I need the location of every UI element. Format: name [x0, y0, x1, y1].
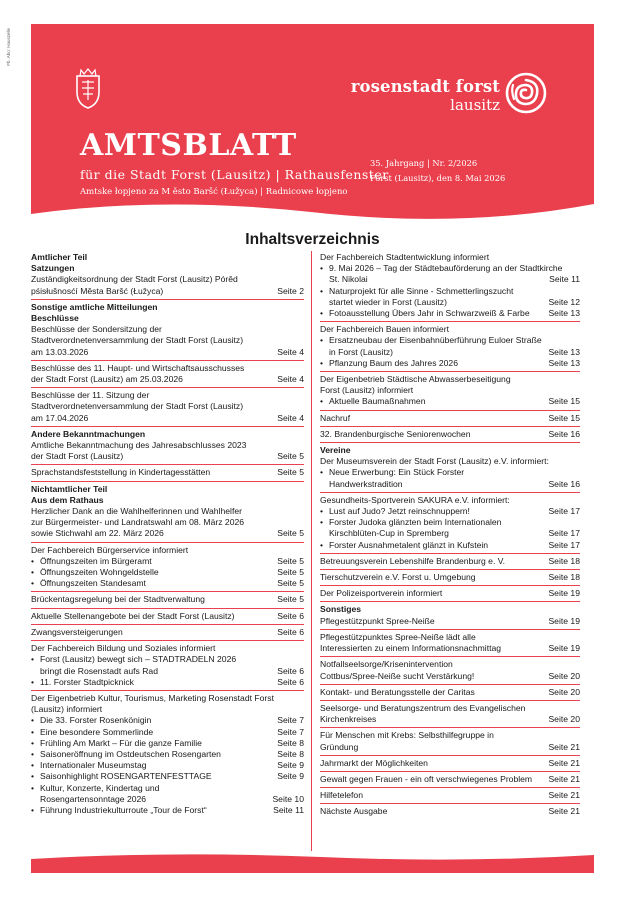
- toc-line: [31, 594, 304, 605]
- toc-bullet-item: [320, 506, 580, 517]
- toc-entry: [320, 251, 580, 322]
- toc-line: [320, 588, 580, 599]
- toc-entry: [320, 657, 580, 684]
- toc-item-text: • Naturprojekt für alle Sinne - Schmetterlingszucht: [329, 285, 514, 296]
- toc-entry: [320, 570, 580, 586]
- toc-bullet-item: [320, 308, 580, 319]
- page-reference: Seite 19: [548, 588, 580, 599]
- page-reference: Seite 12: [548, 296, 580, 307]
- toc-line: [320, 456, 580, 467]
- toc-item-text: zur Bürgermeister- und Landratswahl am 08. März 2026: [31, 517, 245, 528]
- toc-line: [320, 495, 580, 506]
- page-reference: Seite 13: [548, 308, 580, 319]
- toc-line: [31, 611, 304, 622]
- toc-item-text: Beschlüsse des 11. Haupt- und Wirtschaftsausschusses: [31, 362, 245, 373]
- brand-region: lausitz: [450, 96, 500, 114]
- toc-item-text: • 9. Mai 2026 – Tag der Städtebauförderung an der Stadtkirche: [329, 263, 563, 274]
- page-reference: Seite 8: [277, 737, 304, 748]
- page-reference: Seite 6: [277, 610, 304, 621]
- toc-line: [31, 363, 304, 374]
- toc-item-text: • Forst (Lausitz) bewegt sich – STADTRADELN 2026: [40, 654, 237, 665]
- rose-logo-icon: [505, 72, 547, 114]
- toc-bullet-item: [31, 805, 304, 816]
- toc-bullet-item: [320, 540, 580, 551]
- toc-item-text: • Pflanzung Baum des Jahres 2026: [329, 357, 458, 368]
- toc-item-text: Pflegestützpunkt Spree-Neiße: [320, 615, 435, 626]
- toc-item-text: Forst (Lausitz) informiert: [320, 385, 414, 396]
- page-reference: Seite 21: [548, 790, 580, 801]
- toc-line: [320, 758, 580, 769]
- toc-line: [320, 385, 580, 396]
- toc-line: [31, 506, 304, 517]
- toc-item-text: 32. Brandenburgische Seniorenwochen: [320, 428, 471, 439]
- page-reference: Seite 8: [277, 748, 304, 759]
- page-reference: Seite 9: [277, 760, 304, 771]
- toc-item-text: pśisłušnosćí Města Baršć (Łužyca): [31, 285, 164, 296]
- side-note: Fb. Abo: Hauszelle: [6, 28, 11, 66]
- toc-item-text: Brückentagsregelung bei der Stadtverwaltung: [31, 594, 205, 605]
- page-reference: Seite 18: [548, 572, 580, 583]
- toc-item-text: • Die 33. Forster Rosenkönigin: [40, 715, 152, 726]
- toc-entry: [31, 625, 304, 641]
- toc-line: [320, 714, 580, 725]
- page-reference: Seite 21: [548, 757, 580, 768]
- issue-date: Forst (Lausitz), den 8. Mai 2026: [370, 173, 506, 183]
- toc-entry: [320, 493, 580, 554]
- page-reference: Seite 2: [277, 285, 304, 296]
- toc-bullet-item: [320, 263, 580, 274]
- toc-item-text: Beschlüsse: [31, 313, 79, 324]
- toc-line: [31, 286, 304, 297]
- page-reference: Seite 7: [277, 726, 304, 737]
- toc-section-heading: [320, 604, 580, 615]
- page-reference: Seite 6: [277, 665, 304, 676]
- toc-line: [320, 252, 580, 263]
- toc-line: [320, 528, 580, 539]
- toc-item-text: • Öffnungszeiten Wohngeldstelle: [40, 567, 159, 578]
- toc-line: [320, 790, 580, 801]
- page-reference: Seite 15: [548, 396, 580, 407]
- toc-item-text: Sonstiges: [320, 604, 362, 615]
- toc-line: [320, 556, 580, 567]
- page-reference: Seite 18: [548, 555, 580, 566]
- toc-entry: [320, 322, 580, 372]
- toc-line: [320, 429, 580, 440]
- toc-item-text: Kirchenkreises: [320, 714, 377, 725]
- toc-item-text: • Fotoausstellung Übers Jahr in Schwarzweiß & Farbe: [329, 308, 530, 319]
- toc-line: [320, 806, 580, 817]
- toc-line: [31, 374, 304, 385]
- toc-item-text: Andere Bekanntmachungen: [31, 428, 146, 439]
- toc-line: [31, 704, 304, 715]
- toc-line: [31, 528, 304, 539]
- toc-item-text: Nichtamtlicher Teil: [31, 483, 108, 494]
- toc-item-text: Handwerkstradition: [329, 478, 403, 489]
- toc-line: [31, 401, 304, 412]
- toc-item-text: Hilfetelefon: [320, 790, 363, 801]
- page-reference: Seite 11: [549, 274, 580, 285]
- toc-entry: [320, 443, 580, 493]
- toc-item-text: Cottbus/Spree-Neiße sucht Verstärkung!: [320, 670, 475, 681]
- toc-item-text: • Internationaler Museumstag: [40, 760, 147, 771]
- toc-bullet-item: [31, 677, 304, 688]
- toc-line: [31, 627, 304, 638]
- toc-line: [320, 572, 580, 583]
- toc-line: [31, 545, 304, 556]
- page-reference: Seite 20: [548, 714, 580, 725]
- page-reference: Seite 5: [277, 528, 304, 539]
- toc-item-text: Tierschutzverein e.V. Forst u. Umgebung: [320, 572, 476, 583]
- toc-line: [31, 324, 304, 335]
- toc-item-text: bringt die Rosenstadt aufs Rad: [40, 665, 158, 676]
- toc-item-text: • Forster Ausnahmetalent glänzt in Kufstein: [329, 539, 489, 550]
- toc-item-text: Der Polizeisportverein informiert: [320, 588, 443, 599]
- toc-entry: [320, 685, 580, 701]
- toc-entry: [320, 788, 580, 804]
- toc-item-text: Pflegestützpunktes Spree-Neiße lädt alle: [320, 631, 476, 642]
- toc-bullet-item: [31, 654, 304, 665]
- page-reference: Seite 15: [548, 412, 580, 423]
- toc-item-text: • Neue Erwerbung: Ein Stück Forster: [329, 467, 465, 478]
- toc-bullet-item: [31, 567, 304, 578]
- toc-entry: [320, 772, 580, 788]
- toc-item-text: Nächste Ausgabe: [320, 806, 388, 817]
- toc-bullet-item: [320, 396, 580, 407]
- toc-line: [31, 693, 304, 704]
- toc-line: [320, 297, 580, 308]
- toc-item-text: • Saisonhighlight ROSENGARTENFESTTAGE: [40, 771, 212, 782]
- toc-line: [31, 643, 304, 654]
- publication-subtitle: für die Stadt Forst (Lausitz) | Rathausfenster: [80, 167, 389, 182]
- toc-line: [320, 347, 580, 358]
- toc-bullet-item: [320, 286, 580, 297]
- toc-item-text: St. Nikolai: [329, 274, 368, 285]
- toc-item-text: der Stadt Forst (Lausitz): [31, 451, 124, 462]
- toc-item-text: Der Fachbereich Bürgerservice informiert: [31, 544, 189, 555]
- toc-line: [320, 659, 580, 670]
- page-reference: Seite 5: [277, 467, 304, 478]
- page-reference: Seite 7: [277, 715, 304, 726]
- page-reference: Seite 17: [548, 539, 580, 550]
- toc-item-text: Stadtverordnetenversammlung der Stadt Forst (Lausitz): [31, 401, 244, 412]
- page-reference: Seite 5: [277, 567, 304, 578]
- coat-of-arms-icon: [71, 66, 105, 110]
- toc-item-text: Der Eigenbetrieb Städtische Abwasserbeseitigung: [320, 374, 511, 385]
- toc-item-text: Der Eigenbetrieb Kultur, Tourismus, Marketing Rosenstadt Forst: [31, 692, 274, 703]
- toc-line: [31, 413, 304, 424]
- toc-item-text: • 11. Forster Stadtpicknick: [40, 676, 134, 687]
- page-reference: Seite 17: [548, 528, 580, 539]
- toc-bullet-item: [31, 760, 304, 771]
- toc-section-heading: [31, 484, 304, 495]
- toc-item-text: • Ersatzneubau der Eisenbahnüberführung Euloer Straße: [329, 335, 542, 346]
- toc-entry: [31, 251, 304, 300]
- page-reference: Seite 6: [277, 676, 304, 687]
- toc-item-text: am 13.03.2026: [31, 346, 89, 357]
- toc-item-text: Gewalt gegen Frauen - ein oft verschwiegenes Problem: [320, 773, 533, 784]
- toc-entry: [31, 427, 304, 466]
- toc-item-text: Für Menschen mit Krebs: Selbsthilfegruppe in: [320, 730, 494, 741]
- toc-entry: [320, 630, 580, 657]
- toc-item-text: Gesundheits-Sportverein SAKURA e.V. informiert:: [320, 494, 510, 505]
- toc-line: [320, 687, 580, 698]
- toc-item-text: Stadtverordnetenversammlung der Stadt Forst (Lausitz): [31, 335, 244, 346]
- toc-item-text: Aktuelle Stellenangebote bei der Stadt Forst (Lausitz): [31, 610, 235, 621]
- toc-item-text: in Forst (Lausitz): [329, 346, 393, 357]
- toc-column-right: [320, 251, 580, 820]
- toc-item-text: Amtlicher Teil: [31, 252, 88, 262]
- toc-entry: [320, 756, 580, 772]
- publication-title: AMTSBLATT: [80, 128, 297, 163]
- toc-item-text: • Forster Judoka glänzten beim Internationalen: [329, 517, 502, 528]
- toc-bullet-item: [31, 727, 304, 738]
- page-reference: Seite 21: [548, 806, 580, 817]
- toc-entry: [31, 300, 304, 361]
- toc-item-text: Seelsorge- und Beratungszentrum des Evangelischen: [320, 702, 526, 713]
- toc-entry: [320, 372, 580, 411]
- toc-line: [320, 730, 580, 741]
- toc-column-left: [31, 251, 304, 818]
- toc-section-heading: [320, 445, 580, 456]
- page-reference: Seite 11: [273, 804, 304, 815]
- toc-section-heading: [31, 302, 304, 313]
- page-reference: Seite 17: [548, 506, 580, 517]
- toc-item-text: Kirschblüten-Cup in Spremberg: [329, 528, 449, 539]
- toc-line: [320, 742, 580, 753]
- toc-section-heading: [31, 313, 304, 324]
- page-reference: Seite 4: [277, 412, 304, 423]
- toc-bullet-item: [31, 578, 304, 589]
- toc-entry: [320, 728, 580, 755]
- toc-item-text: Nachruf: [320, 412, 351, 423]
- toc-line: [31, 467, 304, 478]
- page-reference: Seite 19: [548, 643, 580, 654]
- toc-line: [31, 347, 304, 358]
- toc-item-text: startet wieder in Forst (Lausitz): [329, 296, 447, 307]
- page-reference: Seite 6: [277, 626, 304, 637]
- toc-item-text: Der Fachbereich Bauen informiert: [320, 324, 449, 335]
- toc-item-text: • Frühling Am Markt – Für die ganze Familie: [40, 737, 202, 748]
- toc-item-text: Zuständigkeitsordnung der Stadt Forst (Lausitz) Pórěd: [31, 274, 238, 285]
- toc-item-text: • Eine besondere Sommerlinde: [40, 726, 154, 737]
- toc-line: [320, 413, 580, 424]
- toc-heading: Inhaltsverzeichnis: [245, 231, 380, 248]
- toc-line: [31, 440, 304, 451]
- toc-item-text: • Saisoneröffnung im Ostdeutschen Rosengarten: [40, 748, 221, 759]
- page-reference: Seite 5: [277, 578, 304, 589]
- toc-section-heading: [31, 263, 304, 274]
- toc-item-text: Beschlüsse der Sondersitzung der: [31, 324, 162, 335]
- toc-line: [320, 643, 580, 654]
- toc-item-text: Amtliche Bekanntmachung des Jahresabschlusses 2023: [31, 440, 247, 451]
- toc-bullet-item: [31, 715, 304, 726]
- toc-item-text: Herzlicher Dank an die Wahlhelferinnen und Wahlhelfer: [31, 506, 242, 517]
- toc-line: [320, 479, 580, 490]
- page-reference: Seite 13: [548, 357, 580, 368]
- issue-info: [370, 156, 505, 186]
- toc-line: [31, 794, 304, 805]
- toc-item-text: Vereine: [320, 445, 351, 456]
- toc-line: [320, 274, 580, 285]
- toc-entry: [31, 641, 304, 691]
- toc-item-text: sowie Stichwahl am 22. März 2026: [31, 528, 164, 539]
- toc-item-text: Sprachstandsfeststellung in Kindertagesstätten: [31, 467, 211, 478]
- toc-item-text: Gründung: [320, 741, 359, 752]
- toc-line: [320, 703, 580, 714]
- toc-entry: [320, 411, 580, 427]
- page-reference: Seite 20: [548, 686, 580, 697]
- toc-section-heading: [31, 495, 304, 506]
- toc-bullet-item: [320, 335, 580, 346]
- toc-item-text: Zwangsversteigerungen: [31, 626, 123, 637]
- toc-line: [31, 390, 304, 401]
- toc-bullet-item: [31, 749, 304, 760]
- toc-item-text: Aus dem Rathaus: [31, 494, 104, 505]
- toc-item-text: • Kultur, Konzerte, Kindertag und: [40, 782, 160, 793]
- toc-entry: [320, 586, 580, 602]
- toc-item-text: Der Museumsverein der Stadt Forst (Lausitz) e.V. informiert:: [320, 456, 549, 467]
- toc-entry: [31, 691, 304, 818]
- brand-name: rosenstadt forst: [350, 77, 500, 96]
- toc-line: [320, 671, 580, 682]
- toc-item-text: Rosengartensonntage 2026: [40, 793, 147, 804]
- toc-item-text: • Öffnungszeiten Standesamt: [40, 578, 146, 589]
- toc-entry: [320, 554, 580, 570]
- toc-entry: [320, 427, 580, 443]
- toc-item-text: Kontakt- und Beratungsstelle der Caritas: [320, 686, 475, 697]
- toc-item-text: Notfallseelsorge/Krisenintervention: [320, 659, 453, 670]
- toc-entry: [31, 361, 304, 388]
- toc-line: [320, 324, 580, 335]
- toc-section-heading: [31, 429, 304, 440]
- toc-item-text: Beschlüsse der 11. Sitzung der: [31, 390, 150, 401]
- toc-entry: [31, 592, 304, 608]
- toc-entry: [320, 804, 580, 819]
- toc-item-text: Jahrmarkt der Möglichkeiten: [320, 757, 428, 768]
- page-reference: Seite 20: [548, 670, 580, 681]
- toc-entry: [31, 482, 304, 543]
- toc-bullet-item: [320, 358, 580, 369]
- toc-bullet-item: [31, 771, 304, 782]
- page-reference: Seite 5: [277, 555, 304, 566]
- toc-item-text: am 17.04.2026: [31, 412, 89, 423]
- toc-entry: [31, 543, 304, 593]
- toc-line: [31, 517, 304, 528]
- toc-item-text: • Lust auf Judo? Jetzt reinschnuppern!: [329, 506, 470, 517]
- toc-bullet-item: [31, 783, 304, 794]
- toc-item-text: Der Fachbereich Stadtentwicklung informiert: [320, 252, 490, 262]
- toc-line: [320, 374, 580, 385]
- page-reference: Seite 4: [277, 346, 304, 357]
- page-reference: Seite 16: [548, 428, 580, 439]
- toc-entry: [31, 465, 304, 481]
- page-reference: Seite 19: [548, 615, 580, 626]
- toc-line: [320, 774, 580, 785]
- toc-item-text: Sonstige amtliche Mitteilungen: [31, 301, 158, 312]
- issue-number: 35. Jahrgang | Nr. 2/2026: [370, 158, 478, 168]
- toc-item-text: Der Fachbereich Bildung und Soziales informiert: [31, 643, 216, 654]
- toc-bullet-item: [31, 556, 304, 567]
- toc-bullet-item: [31, 738, 304, 749]
- toc-entry: [320, 701, 580, 728]
- toc-line: [320, 616, 580, 627]
- page-reference: Seite 13: [548, 346, 580, 357]
- page-reference: Seite 4: [277, 374, 304, 385]
- toc-line: [31, 666, 304, 677]
- toc-item-text: • Aktuelle Baumaßnahmen: [329, 396, 426, 407]
- page-reference: Seite 5: [277, 594, 304, 605]
- page-reference: Seite 21: [548, 741, 580, 752]
- page-reference: Seite 5: [277, 451, 304, 462]
- page-reference: Seite 10: [272, 793, 304, 804]
- toc-line: [31, 335, 304, 346]
- toc-item-text: • Öffnungszeiten im Bürgeramt: [40, 555, 152, 566]
- toc-entry: [31, 388, 304, 427]
- publication-subtitle-sorbian: Amtske łopjeno za M ěsto Baršć (Łužyca) | Radnicowe łopjeno: [80, 187, 348, 197]
- footer-band: [31, 853, 594, 873]
- toc-item-text: Interessierten zu einem Informationsnachmittag: [320, 643, 502, 654]
- toc-bullet-item: [320, 467, 580, 478]
- brand-logotype: [340, 78, 500, 114]
- toc-line: [31, 451, 304, 462]
- toc-entry: [320, 602, 580, 629]
- toc-line: [31, 274, 304, 285]
- toc-item-text: Betreuungsverein Lebenshilfe Brandenburg e. V.: [320, 555, 506, 566]
- toc-item-text: Satzungen: [31, 263, 75, 274]
- page-reference: Seite 21: [548, 773, 580, 784]
- toc-item-text: • Führung Industriekulturroute „Tour de Forst“: [40, 804, 207, 815]
- toc-line: [320, 632, 580, 643]
- toc-entry: [31, 609, 304, 625]
- page-reference: Seite 16: [548, 478, 580, 489]
- page-reference: Seite 9: [277, 771, 304, 782]
- toc-item-text: der Stadt Forst (Lausitz) am 25.03.2026: [31, 374, 183, 385]
- toc-section-heading: [31, 252, 304, 263]
- toc-item-text: (Lausitz) informiert: [31, 704, 103, 715]
- column-divider: [311, 251, 312, 851]
- toc-bullet-item: [320, 517, 580, 528]
